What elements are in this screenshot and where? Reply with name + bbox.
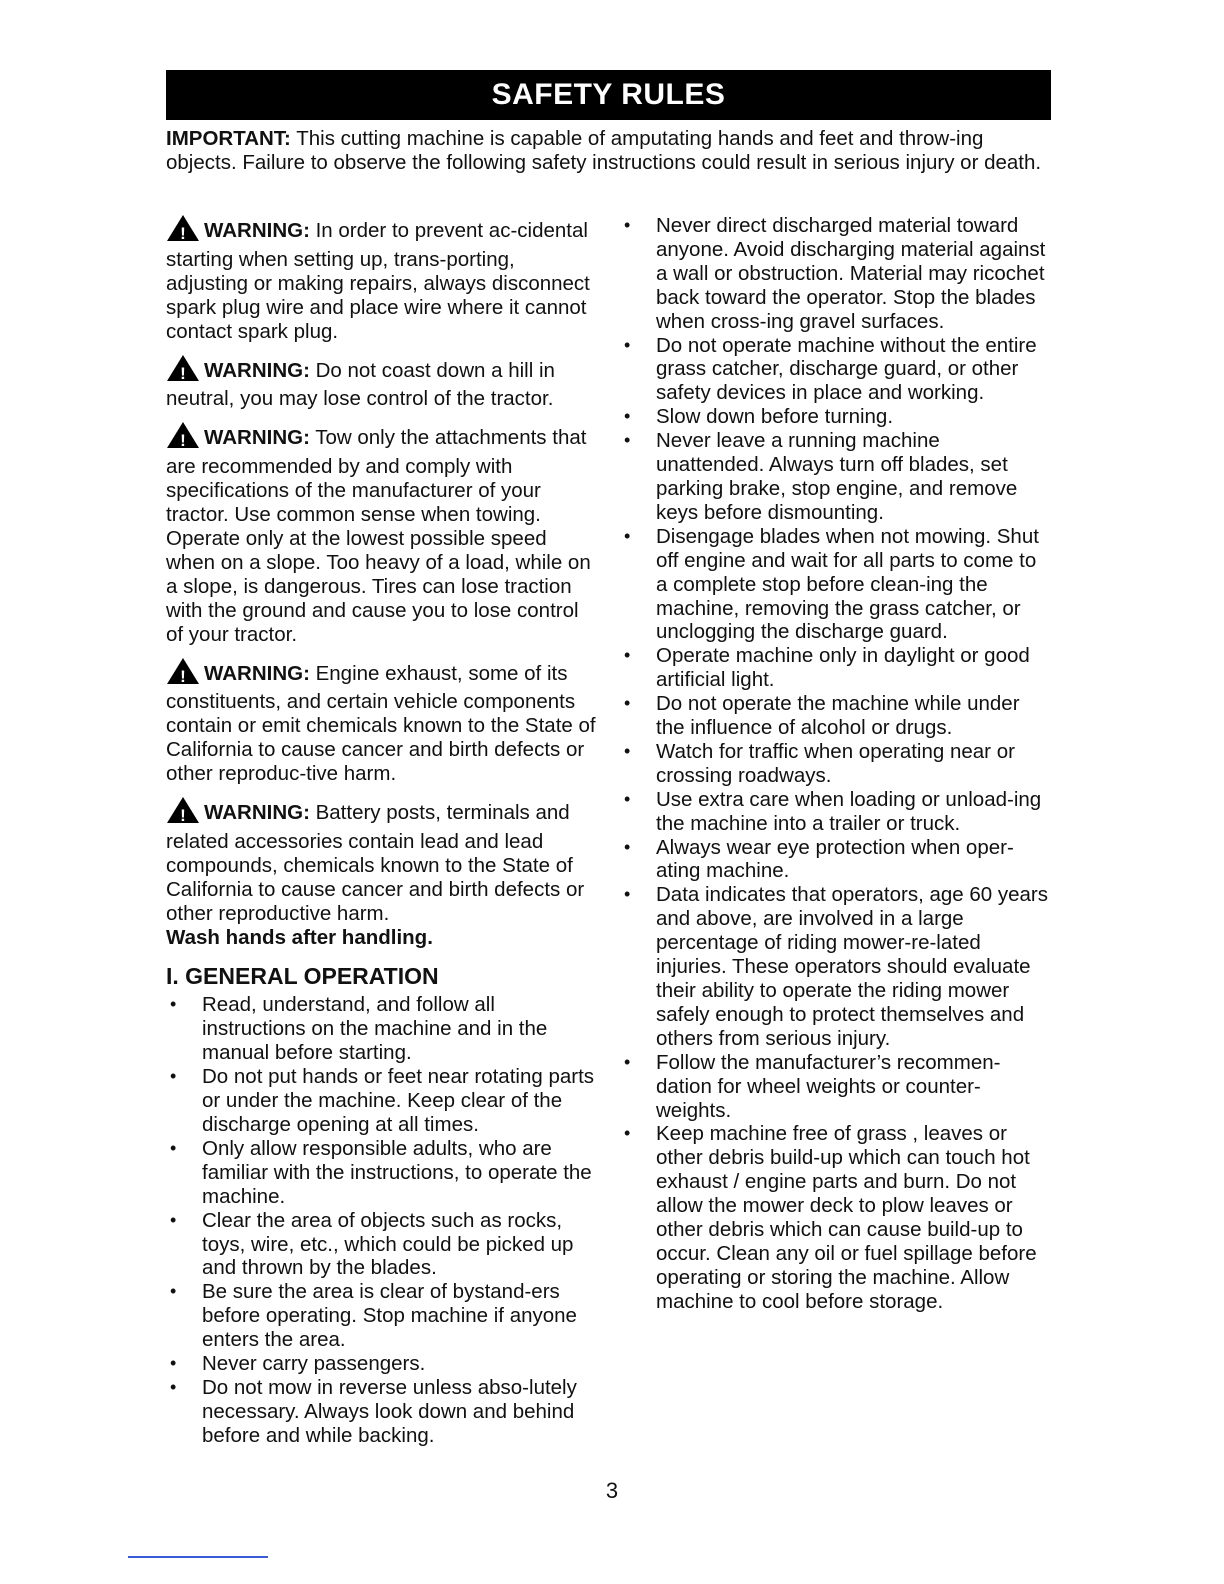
warning-text: Do not coast down a hill in neutral, you may lose control of the tractor. <box>166 358 555 411</box>
warning-triangle-icon <box>166 796 200 830</box>
page-number: 3 <box>605 1478 619 1503</box>
svg-text:!: ! <box>180 431 186 450</box>
list-item: • Never carry passengers. <box>166 1352 598 1376</box>
general-operation-list-continued <box>620 214 1052 1314</box>
warning-text: Battery posts, terminals and related accessories contain lead and lead compounds, chemicals known to the State of California to cause cancer and birth defects or other reproductive harm. <box>166 801 585 925</box>
list-item: • Clear the area of objects such as rocks, toys, wire, etc., which could be picked up and thrown by the blades. <box>166 1209 598 1281</box>
list-item: • Do not operate machine without the entire grass catcher, discharge guard, or other safety devices in place and working. <box>620 334 1052 406</box>
list-item: • Operate machine only in daylight or good artificial light. <box>620 644 1052 692</box>
warning-label: WARNING: <box>204 358 310 382</box>
list-item: • Slow down before turning. <box>620 405 1052 429</box>
warning-label: WARNING: <box>204 219 310 242</box>
svg-text:!: ! <box>180 806 186 825</box>
list-item: • Use extra care when loading or unload-ing the machine into a trailer or truck. <box>620 788 1052 836</box>
warning-block-1 <box>166 214 598 344</box>
list-item: • Only allow responsible adults, who are familiar with the instructions, to operate the machine. <box>166 1137 598 1209</box>
list-item: • Disengage blades when not mowing. Shut off engine and wait for all parts to come to a complete stop before clean-ing the machine, removing the grass catcher, or unclogging the discharge guard. <box>620 525 1052 645</box>
list-item: • Do not mow in reverse unless abso-lutely necessary. Always look down and behind before and while backing. <box>166 1376 598 1448</box>
warning-triangle-icon <box>166 354 200 388</box>
warning-text: In order to prevent ac-cidental starting when setting up, trans-porting, adjusting or making repairs, always disconnect spark plug wire and place wire where it cannot contact spark plug. <box>166 219 590 343</box>
list-item: • Read, understand, and follow all instructions on the machine and in the manual before starting. <box>166 993 598 1065</box>
warning-block-2 <box>166 354 598 412</box>
warning-label: WARNING: <box>204 801 310 825</box>
page-banner: SAFETY RULES <box>166 70 1051 120</box>
list-item: • Data indicates that operators, age 60 years and above, are involved in a large percentage of riding mower-re-lated injuries. These operators should evaluate their ability to operate the riding mower safely enough to protect themselves and others from serious injury. <box>620 883 1052 1050</box>
important-label: IMPORTANT: <box>166 127 291 150</box>
warning-triangle-icon <box>166 657 200 691</box>
list-item: • Do not operate the machine while under the influence of alcohol or drugs. <box>620 692 1052 740</box>
warning-triangle-icon <box>166 214 200 248</box>
list-item: • Watch for traffic when operating near or crossing roadways. <box>620 740 1052 788</box>
list-item: • Always wear eye protection when oper-ating machine. <box>620 836 1052 884</box>
left-column <box>166 214 598 1448</box>
svg-text:!: ! <box>180 666 186 685</box>
list-item: • Keep machine free of grass , leaves or other debris build-up which can touch hot exhaust / engine parts and burn. Do not allow the mower deck to plow leaves or other debris which can cause build-up to occur. Clean any oil or fuel spillage before operating or storing the machine. Allow machine to cool before storage. <box>620 1122 1052 1313</box>
right-column <box>620 214 1052 1314</box>
warning-bold-tail: Wash hands after handling. <box>166 925 433 949</box>
warning-label: WARNING: <box>204 661 310 685</box>
warning-text: Engine exhaust, some of its constituents, and certain vehicle components contain or emit chemicals known to the State of California to cause cancer and birth defects or other reproduc-tive harm. <box>166 661 596 786</box>
svg-text:!: ! <box>180 363 186 382</box>
warning-block-4 <box>166 657 598 787</box>
footer-rule <box>128 1556 268 1558</box>
general-operation-list <box>166 993 598 1447</box>
important-text: This cutting machine is capable of amputating hands and feet and throw-ing objects. Failure to observe the following safety instructions could result in serious injury or death. <box>166 127 1042 174</box>
warning-text: Tow only the attachments that are recommended by and comply with specifications of the manufacturer of your tractor. Use common sense when towing. Operate only at the lowest possible speed when on a slope. Too heavy of a load, while on a slope, is dangerous. Tires can lose traction with the ground and cause you to lose control of your tractor. <box>166 426 591 646</box>
list-item: • Never direct discharged material toward anyone. Avoid discharging material against a wall or obstruction. Material may ricochet back toward the operator. Stop the blades when cross-ing gravel surfaces. <box>620 214 1052 334</box>
section-heading: I. GENERAL OPERATION <box>166 963 439 990</box>
warning-triangle-icon <box>166 421 200 455</box>
list-item: • Do not put hands or feet near rotating parts or under the machine. Keep clear of the discharge opening at all times. <box>166 1065 598 1137</box>
svg-text:!: ! <box>180 224 186 242</box>
list-item: • Never leave a running machine unattended. Always turn off blades, set parking brake, stop engine, and remove keys before dismounting. <box>620 429 1052 525</box>
warning-block-3 <box>166 421 598 646</box>
important-notice <box>166 127 1051 175</box>
warning-block-5 <box>166 796 598 949</box>
list-item: • Be sure the area is clear of bystand-ers before operating. Stop machine if anyone enters the area. <box>166 1280 598 1352</box>
list-item: • Follow the manufacturer’s recommen-dation for wheel weights or counter-weights. <box>620 1051 1052 1123</box>
warning-label: WARNING: <box>204 426 310 450</box>
